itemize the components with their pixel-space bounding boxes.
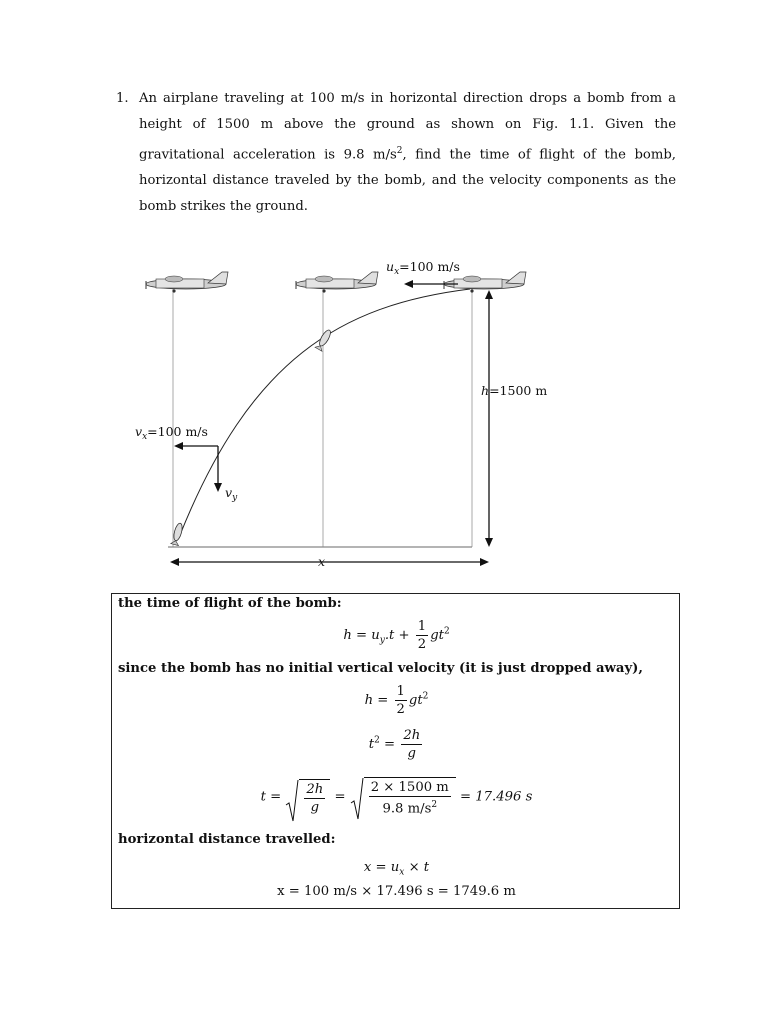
problem-text-part1: An airplane traveling at 100 m/s in horizontal direction drops a bomb from a height of 1500 m above the ground as shown on Fig. 1.1. Given the gravitational acceleration is 9.8 m/s <box>139 91 676 163</box>
equation-time-result: t = $\frac{2h}{g}$ = $\frac{2 \times 1500 m}{9.8 m/s^2}$ = 17.496 s <box>112 777 681 817</box>
airplane-icon <box>146 272 228 293</box>
equation-height-simplified: h = $\frac{1}{2}$ $gt^2$ <box>364 684 429 717</box>
equation-height-full: $h = u_y.t$ + $\frac{1}{2}$ $gt^2$ <box>343 619 450 652</box>
airplane-icon <box>296 272 378 293</box>
x-arrowhead-right <box>480 558 489 566</box>
height-arrowhead-top <box>485 290 493 299</box>
vy-arrowhead <box>214 483 222 492</box>
note-no-initial-velocity: since the bomb has no initial vertical velocity (it is just dropped away), <box>118 661 643 676</box>
equation-distance-result: x = 100 m/s × 17.496 s = 1749.6 m <box>277 884 516 899</box>
vx-arrowhead <box>174 442 183 450</box>
equation-t-squared: $t^2$ = $\frac{2h}{g}$ <box>368 728 421 761</box>
problem-number: 1. <box>116 91 129 106</box>
ux-arrowhead <box>404 280 413 288</box>
height-arrowhead-bottom <box>485 538 493 547</box>
heading-time-of-flight: the time of flight of the bomb: <box>118 596 342 611</box>
equation-distance-formula: $x = u_x \times t$ <box>363 860 430 878</box>
vy-label: $v_y$ <box>225 485 238 503</box>
x-label: x <box>318 554 326 569</box>
x-arrowhead-left <box>170 558 179 566</box>
heading-horizontal-distance: horizontal distance travelled: <box>118 832 336 847</box>
trajectory-curve <box>180 289 470 535</box>
vx-label: $v_x=100$ m/s <box>135 424 208 442</box>
square-root-icon <box>350 777 364 821</box>
airplane-icon <box>444 272 526 293</box>
bomb-icon <box>315 328 333 351</box>
square-root-icon <box>285 779 299 823</box>
problem-text-part2: , find the time of flight of the bomb, horizontal distance traveled by the bomb, and the velocity components as the bomb strikes the ground. <box>139 147 676 215</box>
solution-box <box>111 593 680 909</box>
ux-label: $u_x=100$ m/s <box>386 259 460 277</box>
problem-text-superscript: 2 <box>396 146 403 156</box>
height-label: h=1500 m <box>481 383 548 398</box>
